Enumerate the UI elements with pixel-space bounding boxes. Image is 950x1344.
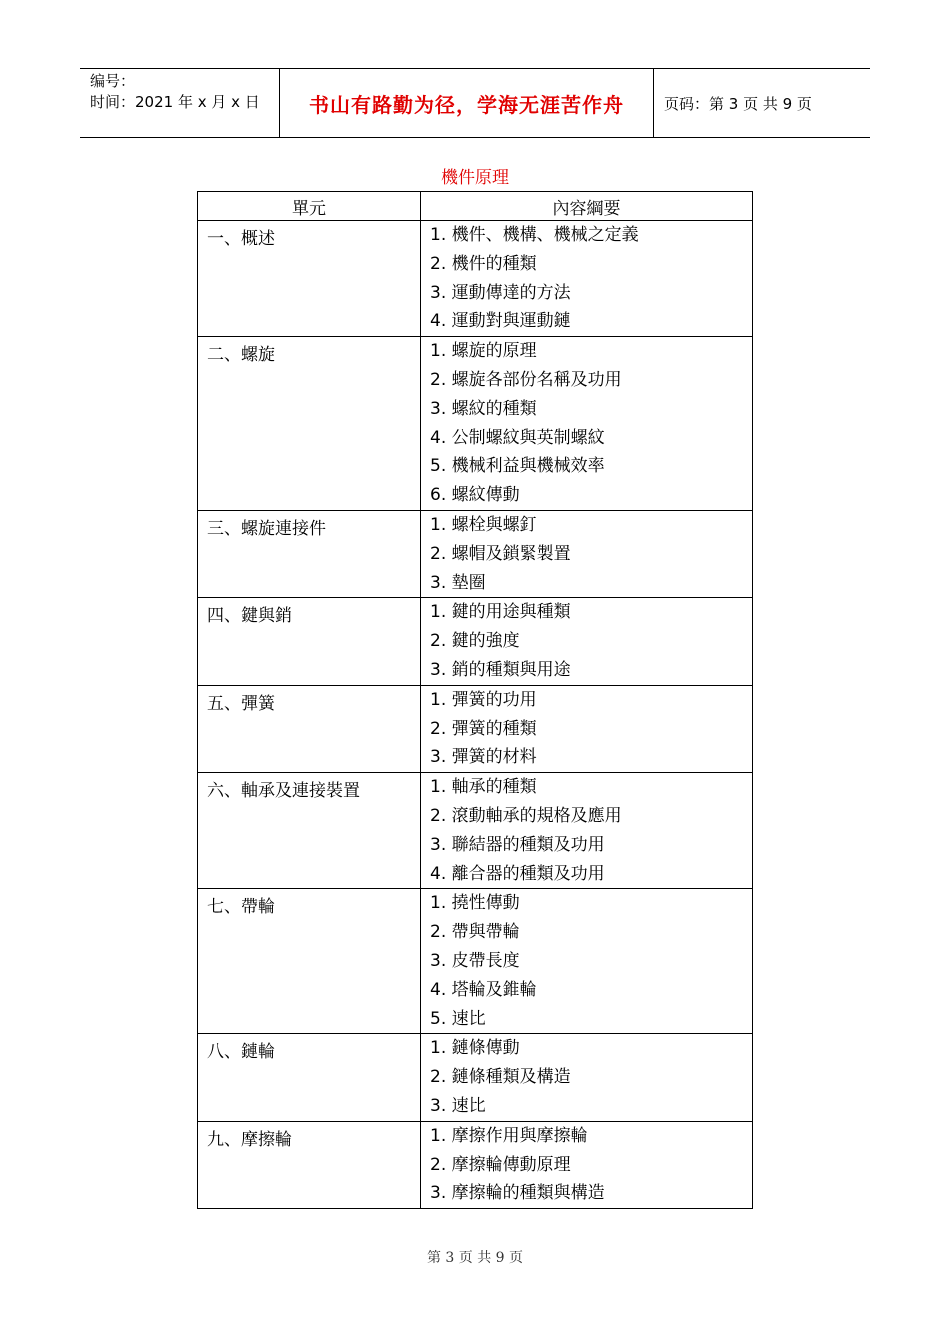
header-page-info: 页码：第 3 页 共 9 页 xyxy=(664,94,812,113)
header-meta xyxy=(80,69,280,137)
table-row xyxy=(198,221,753,337)
outline-item: 1. 螺旋的原理 xyxy=(430,341,537,362)
outline-item: 2. 機件的種類 xyxy=(430,253,537,274)
table-row xyxy=(198,1121,753,1208)
outline-cell xyxy=(421,221,753,337)
page-footer: 第 3 页 共 9 页 xyxy=(426,1250,524,1266)
outline-item: 2. 帶與帶輪 xyxy=(430,922,520,943)
outline-item: 1. 機件、機構、機械之定義 xyxy=(430,225,639,245)
table-header-row xyxy=(198,192,753,221)
outline-item: 3. 聯結器的種類及功用 xyxy=(430,834,605,855)
unit-cell: 九、摩擦輪 xyxy=(198,1121,421,1208)
outline-item: 1. 軸承的種類 xyxy=(430,777,537,798)
outline-item: 2. 鏈條種類及構造 xyxy=(430,1067,571,1088)
outline-item: 2. 鍵的強度 xyxy=(430,631,520,652)
unit-cell: 七、帶輪 xyxy=(198,889,421,1034)
table-row xyxy=(198,685,753,772)
outline-item: 5. 機械利益與機械效率 xyxy=(430,456,605,477)
outline-item: 1. 彈簧的功用 xyxy=(430,689,537,710)
outline-item: 3. 銷的種類與用途 xyxy=(430,659,571,680)
outline-cell xyxy=(421,1121,753,1208)
table-row xyxy=(198,510,753,597)
unit-cell: 六、軸承及連接裝置 xyxy=(198,773,421,889)
outline-item: 2. 螺旋各部份名稱及功用 xyxy=(430,369,622,390)
outline-item: 2. 螺帽及鎖緊製置 xyxy=(430,543,571,564)
outline-item: 3. 彈簧的材料 xyxy=(430,747,537,768)
outline-cell xyxy=(421,773,753,889)
outline-cell xyxy=(421,1034,753,1121)
time-label: 时间：2021 年 x 月 x 日 xyxy=(90,93,260,111)
unit-cell: 四、鍵與銷 xyxy=(198,598,421,685)
outline-item: 4. 運動對與運動鏈 xyxy=(430,311,571,332)
table-row xyxy=(198,773,753,889)
unit-cell: 一、概述 xyxy=(198,221,421,337)
outline-item: 4. 公制螺紋與英制螺紋 xyxy=(430,427,605,448)
unit-cell: 二、螺旋 xyxy=(198,337,421,511)
syllabus-table xyxy=(197,191,753,1209)
outline-item: 6. 螺紋傳動 xyxy=(430,485,520,506)
outline-item: 1. 摩擦作用與摩擦輪 xyxy=(430,1125,588,1146)
table-row xyxy=(198,1034,753,1121)
outline-item: 2. 彈簧的種類 xyxy=(430,718,537,739)
outline-item: 4. 離合器的種類及功用 xyxy=(430,863,605,884)
number-label: 编号： xyxy=(90,72,136,90)
outline-item: 1. 鍵的用途與種類 xyxy=(430,602,571,623)
outline-item: 3. 皮帶長度 xyxy=(430,950,520,971)
table-row xyxy=(198,598,753,685)
unit-cell: 五、彈簧 xyxy=(198,685,421,772)
outline-item: 3. 摩擦輪的種類與構造 xyxy=(430,1183,605,1204)
outline-item: 3. 墊圈 xyxy=(430,572,486,593)
outline-item: 4. 塔輪及錐輪 xyxy=(430,979,537,1000)
document-title: 機件原理 xyxy=(441,168,509,188)
table-body xyxy=(198,221,753,1209)
outline-cell xyxy=(421,889,753,1034)
unit-cell: 三、螺旋連接件 xyxy=(198,510,421,597)
outline-item: 3. 速比 xyxy=(430,1095,486,1116)
outline-item: 3. 螺紋的種類 xyxy=(430,398,537,419)
outline-cell xyxy=(421,510,753,597)
table-row xyxy=(198,889,753,1034)
outline-item: 2. 滾動軸承的規格及應用 xyxy=(430,805,622,826)
column-header-unit: 單元 xyxy=(198,192,421,221)
outline-item: 2. 摩擦輪傳動原理 xyxy=(430,1154,571,1175)
column-header-outline: 內容綱要 xyxy=(421,192,753,221)
outline-item: 3. 運動傳達的方法 xyxy=(430,282,571,303)
unit-cell: 八、鏈輪 xyxy=(198,1034,421,1121)
outline-item: 1. 鏈條傳動 xyxy=(430,1038,520,1059)
header-slogan: 书山有路勤为径，学海无涯苦作舟 xyxy=(280,69,654,137)
page-header xyxy=(80,68,870,138)
table-row xyxy=(198,337,753,511)
outline-item: 1. 螺栓與螺釘 xyxy=(430,514,537,535)
outline-cell xyxy=(421,337,753,511)
outline-cell xyxy=(421,685,753,772)
outline-item: 1. 撓性傳動 xyxy=(430,893,520,914)
outline-item: 5. 速比 xyxy=(430,1008,486,1029)
outline-cell xyxy=(421,598,753,685)
